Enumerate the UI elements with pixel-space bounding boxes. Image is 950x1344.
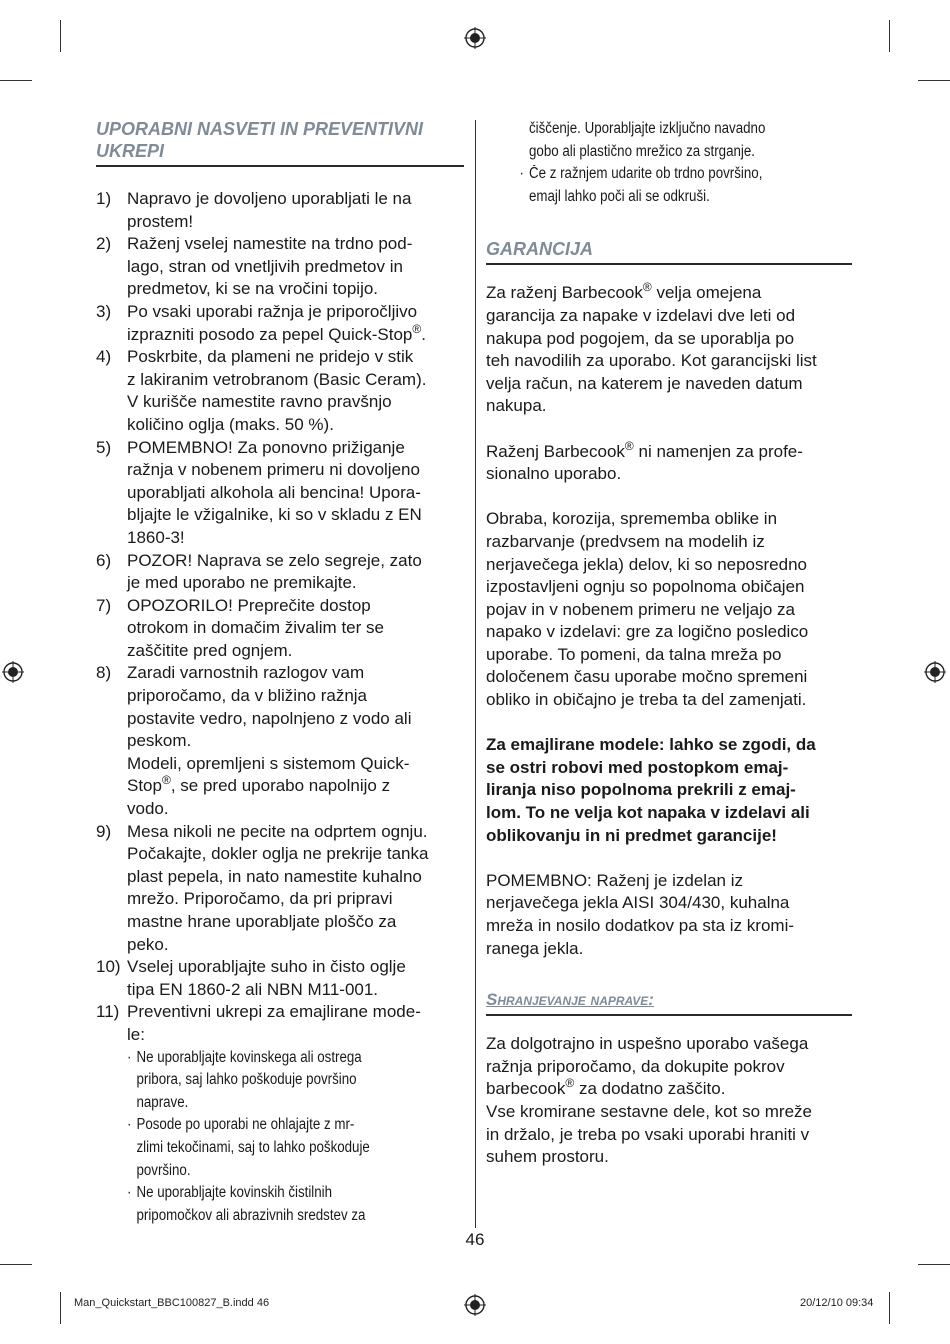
line-text: , se pred uporabo napolnijo z (170, 776, 391, 796)
line: Posode po uporabi ne ohlajajte z mr- (136, 1116, 355, 1134)
line: le: (127, 1024, 145, 1044)
line: POMEMBNO! Za ponovno prižiganje (127, 437, 405, 457)
text: barbecook (486, 1079, 566, 1099)
section-heading-storage: Shranjevanje naprave: (486, 989, 852, 1016)
item-number: 4) (96, 347, 112, 367)
page-number: 46 (465, 1230, 485, 1249)
line: oblikovanju in ni predmet garancije! (486, 825, 777, 845)
list-item (96, 233, 464, 301)
list-item (96, 821, 464, 957)
crop-mark (0, 1264, 32, 1265)
paragraph (486, 438, 852, 486)
item-number: 8) (96, 663, 112, 683)
line: in držalo, je treba po vsaki uporabi hraniti v (486, 1124, 810, 1144)
line: Obraba, korozija, sprememba oblike in (486, 509, 778, 529)
line: liranja niso popolnoma prekrili z emaj- (486, 780, 796, 800)
list-item (96, 346, 464, 436)
line: V kurišče namestite ravno pravšnjo (127, 392, 392, 412)
line: zlimi tekočinami, saj to lahko poškoduje (136, 1138, 370, 1156)
line: lom. To ne velja kot napaka v izdelavi ali (486, 803, 810, 823)
line: z lakiranim vetrobranom (Basic Ceram). (127, 369, 427, 389)
list-item (96, 437, 464, 550)
line: izpostavljeni ognju so popolnoma običajen (486, 577, 805, 597)
line: pribora, saj lahko poškoduje površino (136, 1071, 357, 1089)
line: čiščenje. Uporabljajte izključno navadno (529, 120, 766, 137)
crop-mark (0, 80, 32, 81)
sub-list-item (127, 1047, 463, 1115)
crop-mark (889, 20, 890, 52)
heading-line: UKREPI (96, 141, 165, 161)
list-item (96, 956, 464, 1001)
line: nerjavečega jekla) delov, ki so neposredno (486, 554, 807, 574)
line: emajl lahko poči ali se odkruši. (529, 187, 710, 205)
crop-mark (60, 20, 61, 52)
line: določenem času uporabe močno spremeni (486, 667, 808, 687)
text: velja omejena (651, 283, 762, 303)
left-column (96, 118, 464, 1227)
line: Ne uporabljajte kovinskega ali ostrega (136, 1048, 362, 1066)
line: Zaradi varnostnih razlogov vam (127, 663, 365, 683)
line: naprave. (136, 1093, 189, 1111)
section-heading-tips (96, 118, 464, 167)
line: 1860-3! (127, 527, 185, 547)
line: površino. (136, 1161, 191, 1179)
registered-mark: ® (565, 1076, 575, 1091)
list-item (96, 301, 464, 346)
line: Po vsaki uporabi ražnja je priporočljivo (127, 301, 418, 321)
storage-text (486, 1033, 852, 1169)
line: velja račun, na katerem je naveden datum (486, 373, 803, 393)
line: peko. (127, 934, 169, 954)
line: se ostri robovi med postopkom emaj- (486, 757, 789, 777)
text: za dodatno zaščito. (574, 1079, 726, 1099)
line: postavite vedro, napolnjeno z vodo ali (127, 708, 412, 728)
item-number: 3) (96, 301, 112, 321)
line: Preventivni ukrepi za emajlirane mode- (127, 1002, 421, 1022)
line: gobo ali plastično mrežico za strganje. (529, 142, 755, 160)
bullet: · (127, 1116, 132, 1134)
line: Ne uporabljajte kovinskih čistilnih (136, 1184, 333, 1202)
registration-mark-icon (464, 27, 486, 49)
line: nakupa pod pogojem, da se uporablja po (486, 328, 795, 348)
paragraph (486, 1033, 852, 1169)
paragraph (486, 870, 852, 960)
sub-list-item (127, 1114, 463, 1182)
item-number: 11) (96, 1002, 120, 1022)
bullet: · (127, 1048, 132, 1066)
column-divider (475, 120, 476, 1228)
list-item (96, 595, 464, 663)
line: mastne hrane uporabljate ploščo za (127, 912, 397, 931)
right-column (486, 118, 852, 1169)
paragraph (486, 282, 852, 418)
text: ni namenjen za profe- (633, 441, 803, 461)
crop-mark (889, 1292, 890, 1324)
line: napako v izdelavi: gre za logično posledico (486, 622, 809, 642)
line: Vse kromirane sestavne dele, kot so mreže (486, 1101, 812, 1121)
registration-mark-icon (464, 1294, 486, 1316)
line: Mesa nikoli ne pecite na odprtem ognju. (127, 821, 428, 841)
line (127, 321, 464, 347)
line: prostem! (127, 211, 194, 231)
line: Modeli, opremljeni s sistemom Quick- (127, 753, 410, 773)
line: količino oglja (maks. 50 %). (127, 414, 334, 434)
footer-date: 20/12/10 09:34 (800, 1297, 874, 1309)
line: ranega jekla. (486, 938, 584, 958)
line: plast pepela, in nato namestite kuhalno (127, 866, 422, 886)
list-item (96, 188, 464, 233)
bullet: · (127, 1184, 132, 1202)
registered-mark: ® (161, 773, 171, 788)
line: Če z ražnjem udarite ob trdno površino, (529, 165, 763, 183)
text: Za raženj Barbecook (486, 283, 643, 303)
line: ražnja v nobenem primeru ni dovoljeno (127, 460, 420, 480)
item-number: 7) (96, 595, 112, 615)
paragraph-bold (486, 734, 852, 847)
item-number: 6) (96, 550, 112, 570)
line: mrežo. Priporočamo, da pri pripravi (127, 889, 393, 909)
item-number: 2) (96, 234, 112, 254)
line: suhem prostoru. (486, 1147, 609, 1167)
line: predmetov, ki se na vročini topijo. (127, 279, 379, 299)
line: Za emajlirane modele: lahko se zgodi, da (486, 735, 816, 755)
line: Za dolgotrajno in uspešno uporabo vašega (486, 1034, 809, 1054)
list-item (96, 662, 464, 820)
sub-list-item (486, 163, 834, 208)
line (127, 775, 464, 798)
line-text: Stop (127, 776, 162, 796)
line: obliko in običajno je treba ta del zamenjati. (486, 690, 807, 710)
line: bljajte le vžigalnike, ki so v skladu z EN (127, 505, 422, 525)
sub-list-item (127, 1182, 463, 1227)
warranty-text (486, 282, 852, 960)
line: uporabe. To pomeni, da talna mreža po (486, 644, 782, 664)
line: lago, stran od vnetljivih predmetov in (127, 256, 403, 276)
line: otrokom in domačim živalim ter se (127, 618, 384, 638)
line-text: izprazniti posodo za pepel Quick-Stop (127, 324, 413, 344)
line: Vselej uporabljajte suho in čisto oglje (127, 957, 406, 977)
crop-mark (918, 1264, 950, 1265)
line: teh navodilih za uporabo. Kot garancijski list (486, 351, 817, 371)
registered-mark: ® (642, 280, 652, 295)
line: nerjavečega jekla AISI 304/430, kuhalna (486, 893, 790, 913)
line-end: . (421, 324, 426, 344)
line: je med uporabo ne premikajte. (127, 573, 357, 593)
line: Počakajte, dokler oglja ne prekrije tanka (127, 844, 429, 864)
line: OPOZORILO! Preprečite dostop (127, 595, 371, 615)
line: pojav in v nobenem primeru ne veljajo za (486, 599, 796, 619)
line: mreža in nosilo dodatkov pa sta iz kromi- (486, 916, 795, 935)
list-item (96, 1001, 464, 1227)
item-number: 1) (96, 189, 112, 208)
registered-mark: ® (624, 438, 634, 453)
crop-mark (60, 1292, 61, 1324)
line: Raženj vselej namestite na trdno pod- (127, 234, 413, 254)
text: Raženj Barbecook (486, 441, 625, 461)
item-number: 5) (96, 437, 112, 457)
line: tipa EN 1860-2 ali NBN M11-001. (127, 979, 379, 999)
item-number: 9) (96, 821, 112, 841)
line: vodo. (127, 799, 169, 819)
line: POMEMBNO: Raženj je izdelan iz (486, 870, 743, 890)
line: nakupa. (486, 396, 547, 416)
line: Poskrbite, da plameni ne pridejo v stik (127, 347, 414, 367)
registration-mark-icon (2, 661, 24, 683)
registration-mark-icon (924, 661, 946, 683)
bullet: · (519, 165, 524, 183)
line: pripomočkov ali abrazivnih sredstev za (136, 1206, 366, 1224)
sub-list-item (520, 163, 835, 208)
line: zaščitite pred ognjem. (127, 640, 293, 660)
tips-list (96, 188, 464, 1227)
section-heading-warranty: GARANCIJA (486, 238, 852, 265)
footer-file-info: Man_Quickstart_BBC100827_B.indd 46 (74, 1297, 270, 1309)
item-number: 10) (96, 957, 121, 977)
line: Napravo je dovoljeno uporabljati le na (127, 189, 412, 208)
registered-mark: ® (412, 321, 422, 336)
list-item (96, 550, 464, 595)
line: POZOR! Naprava se zelo segreje, zato (127, 550, 422, 570)
line: ražnja priporočamo, da dokupite pokrov (486, 1056, 785, 1076)
line: garancija za napake v izdelavi dve leti od (486, 305, 796, 325)
heading-line: UPORABNI NASVETI IN PREVENTIVNI (96, 119, 424, 139)
continued-sub-list (486, 118, 844, 163)
sub-list (127, 1047, 463, 1228)
crop-mark (918, 80, 950, 81)
line: uporabljati alkohola ali bencina! Upora- (127, 482, 421, 502)
line: peskom. (127, 731, 192, 751)
paragraph (486, 508, 852, 711)
line: razbarvanje (predvsem na modelih iz (486, 531, 765, 551)
line: priporočamo, da v bližino ražnja (127, 686, 368, 706)
line: sionalno uporabo. (486, 464, 622, 484)
